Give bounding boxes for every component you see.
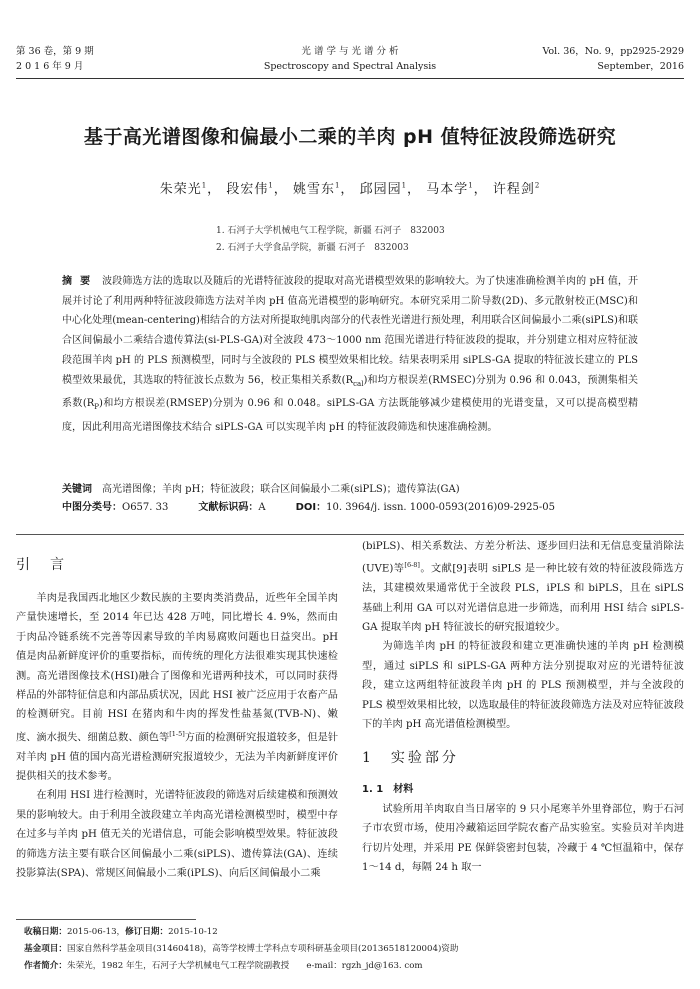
clc-label: 中图分类号： bbox=[62, 502, 122, 513]
author: 姚雪东$^1$ bbox=[292, 181, 341, 197]
clc-value: O657. 33 bbox=[122, 502, 169, 513]
intro-heading: 引 言 bbox=[16, 557, 67, 573]
journal-name-zh: 光 谱 学 与 光 谱 分 析 bbox=[301, 46, 399, 57]
abstract-text: )和均方根误差(RMSEC)分别为 0.96 和 0.043，预测集相关系数(R bbox=[62, 374, 638, 410]
received-dates: 收稿日期：2015-06-13，修订日期：2015-10-12 bbox=[24, 927, 218, 937]
author-list: 朱荣光$^1$， 段宏伟$^1$， 姚雪东$^1$， 邱园园$^1$， 马本学$^1$， 许程剑$^2$ bbox=[159, 181, 541, 197]
abstract-text: 波段筛选方法的选取以及随后的光谱特征波段的提取对高光谱模型效果的影响较大。为了快速准确检测羊肉的 pH 值，开展并讨论了利用两种特征波段筛选方法对羊肉 pH 值高光谱模型的影响研究。本研究采用二阶导数(2D)、多元散射校正(MSC)和中心化处理(mean-centering)相结合的方法对所提取纯肌肉部分的代表性光谱进行预处理，利用联合区间偏最小二乘(siPLS)和联合区间偏最小二乘结合遗传算法(si-PLS-GA)对全波段 473～1000 nm 范围光谱进行特征波段的提取，并分别建立相对应特征波段范围羊肉 pH 的 PLS 预测模型，同时与全波段的 PLS 模型效果相比较。结果表明采用 siPLS-GA 提取的特征波长建立的 PLS 模型效果最优，其选取的特征波长点数为 56，校正集相关系数(R bbox=[62, 276, 638, 386]
author: 朱荣光$^1$ bbox=[159, 181, 208, 197]
abstract bbox=[62, 272, 638, 438]
paragraph: 试验所用羊肉取自当日屠宰的 9 只小尾寒羊外里脊部位，购于石河子市农贸市场，使用冷藏箱运回学院农畜产品实验室。实验员对羊肉进行切片处理，并采用 PE 保鲜袋密封包装，冷藏于 4 ℃恒温箱中，保存 1～14 d，每隔 24 h 取一 bbox=[362, 803, 684, 874]
subsection-heading: 1. 1 材料 bbox=[362, 784, 414, 796]
footnotes bbox=[24, 924, 684, 975]
volume-issue: 第 36 卷，第 9 期 bbox=[16, 46, 94, 57]
author: 邱园园$^1$ bbox=[359, 181, 408, 197]
doi-label: DOI： bbox=[295, 502, 327, 513]
section-divider bbox=[16, 534, 684, 535]
abstract-label: 摘要 bbox=[62, 276, 99, 287]
volume-pages: Vol. 36，No. 9，pp2925-2929 bbox=[542, 46, 684, 57]
section-heading: 1 实验部分 bbox=[362, 750, 459, 767]
header-divider bbox=[16, 78, 684, 79]
issue-month: September，2016 bbox=[597, 61, 684, 72]
author-bio: 作者简介：朱荣光，1982 年生，石河子大学机械电气工程学院副教授 e-mail：rgzh_jd@163. com bbox=[24, 961, 423, 971]
right-column bbox=[362, 537, 684, 877]
affiliations bbox=[216, 223, 445, 257]
keywords bbox=[62, 481, 638, 499]
doc-code-value: A bbox=[258, 502, 266, 513]
subscript: cal bbox=[353, 379, 364, 388]
affiliation: 2. 石河子大学食品学院，新疆 石河子 832003 bbox=[216, 243, 409, 253]
keywords-label: 关键词 bbox=[62, 484, 92, 495]
paper-title: 基于高光谱图像和偏最小二乘的羊肉 pH 值特征波段筛选研究 bbox=[83, 126, 617, 148]
doc-code-label: 文献标识码： bbox=[198, 502, 259, 513]
classification-line bbox=[62, 499, 638, 517]
author: 马本学$^1$ bbox=[426, 181, 474, 197]
affiliation: 1. 石河子大学机械电气工程学院，新疆 石河子 832003 bbox=[216, 226, 445, 236]
footnote-divider bbox=[16, 919, 196, 920]
doi-value[interactable]: 10. 3964/j. issn. 1000-0593(2016)09-2925-05 bbox=[326, 502, 555, 513]
subscript: P bbox=[94, 403, 99, 412]
paragraph: 在利用 HSI 进行检测时，光谱特征波段的筛选对后续建模和预测效果的影响较大。由于利用全波段建立羊肉高光谱检测模型时，模型中存在过多与羊肉 pH 值无关的光谱信息，可能会影响模型效果。特征波段的筛选方法主要有联合区间偏最小二乘(siPLS)、遗传算法(GA)、连续投影算法(SPA)、常规区间偏最小二乘(iPLS)、向后区间偏最小二乘 bbox=[16, 790, 338, 880]
paragraph: 为筛选羊肉 pH 的特征波段和建立更准确快速的羊肉 pH 检测模型，通过 siPLS 和 siPLS-GA 两种方法分别提取对应的光谱特征波段，建立这两组特征波段羊肉 pH 的 PLS 预测模型，并与全波段的 PLS 模型效果相比较，以选取最佳的特征波段筛选方法及对应特征波段下的羊肉 pH 高光谱值检测模型。 bbox=[362, 641, 684, 731]
paragraph: (biPLS)、相关系数法、方差分析法、逐步回归法和无信息变量消除法(UVE)等[6-8]。文献[9]表明 siPLS 是一种比较有效的特征波段筛选方法，其建模效果通常优于全波段 PLS，iPLS 和 biPLS，且在 siPLS 基础上利用 GA 可以对光谱信息进一步筛选，而利用 HSI 结合 siPLS-GA 提取羊肉 pH 特征波长的研究报道较少。 bbox=[362, 541, 684, 634]
issue-date: 2 0 1 6 年 9 月 bbox=[16, 61, 84, 72]
funding: 基金项目：国家自然科学基金项目(31460418)，高等学校博士学科点专项科研基金项目(20136518120004)资助 bbox=[24, 944, 459, 954]
journal-volume-en bbox=[542, 44, 684, 74]
citation: [1-5] bbox=[169, 729, 185, 738]
running-header bbox=[16, 44, 684, 78]
paragraph: 羊肉是我国西北地区少数民族的主要肉类消费品，近些年全国羊肉产量快速增长，至 2014 年已达 428 万吨，同比增长 4. 9%，然而由于肉品冷链系统不完善等因素导致的羊肉易腐败问题也日益突出。pH 值是肉品新鲜度评价的重要指标，而传统的理化方法很难实现其快速检测。高光谱图像技术(HSI)融合了图像和光谱两种技术，可以同时获得样品的外部特征信息和内部品质状况，因此 HSI 被广泛应用于农畜产品的检测研究。目前 HSI 在猪肉和牛肉的挥发性盐基氮(TVB-N)、嫩度、滴水损失、细菌总数、颜色等[1-5]方面的检测研究报道较多，但是针对羊肉 pH 值的国内高光谱检测研究报道较少，无法为羊肉新鲜度评价提供相关的技术参考。 bbox=[16, 593, 339, 783]
citation: [6-8] bbox=[404, 561, 420, 570]
abstract-text: )和均方根误差(RMSEP)分别为 0.96 和 0.048。siPLS-GA 方法既能够减少建模使用的光谱变量，又可以提高模型精度，因此利用高光谱图像技术结合 siPLS-GA 可以实现羊肉 pH 的特征波段筛选和快速准确检测。 bbox=[62, 398, 639, 433]
keywords-text: 高光谱图像；羊肉 pH；特征波段；联合区间偏最小二乘(siPLS)；遗传算法(GA) bbox=[102, 484, 460, 495]
author: 段宏伟$^1$ bbox=[226, 181, 274, 197]
author: 许程剑$^2$ bbox=[492, 181, 541, 197]
left-column bbox=[16, 555, 338, 883]
journal-name-en: Spectroscopy and Spectral Analysis bbox=[263, 61, 437, 72]
